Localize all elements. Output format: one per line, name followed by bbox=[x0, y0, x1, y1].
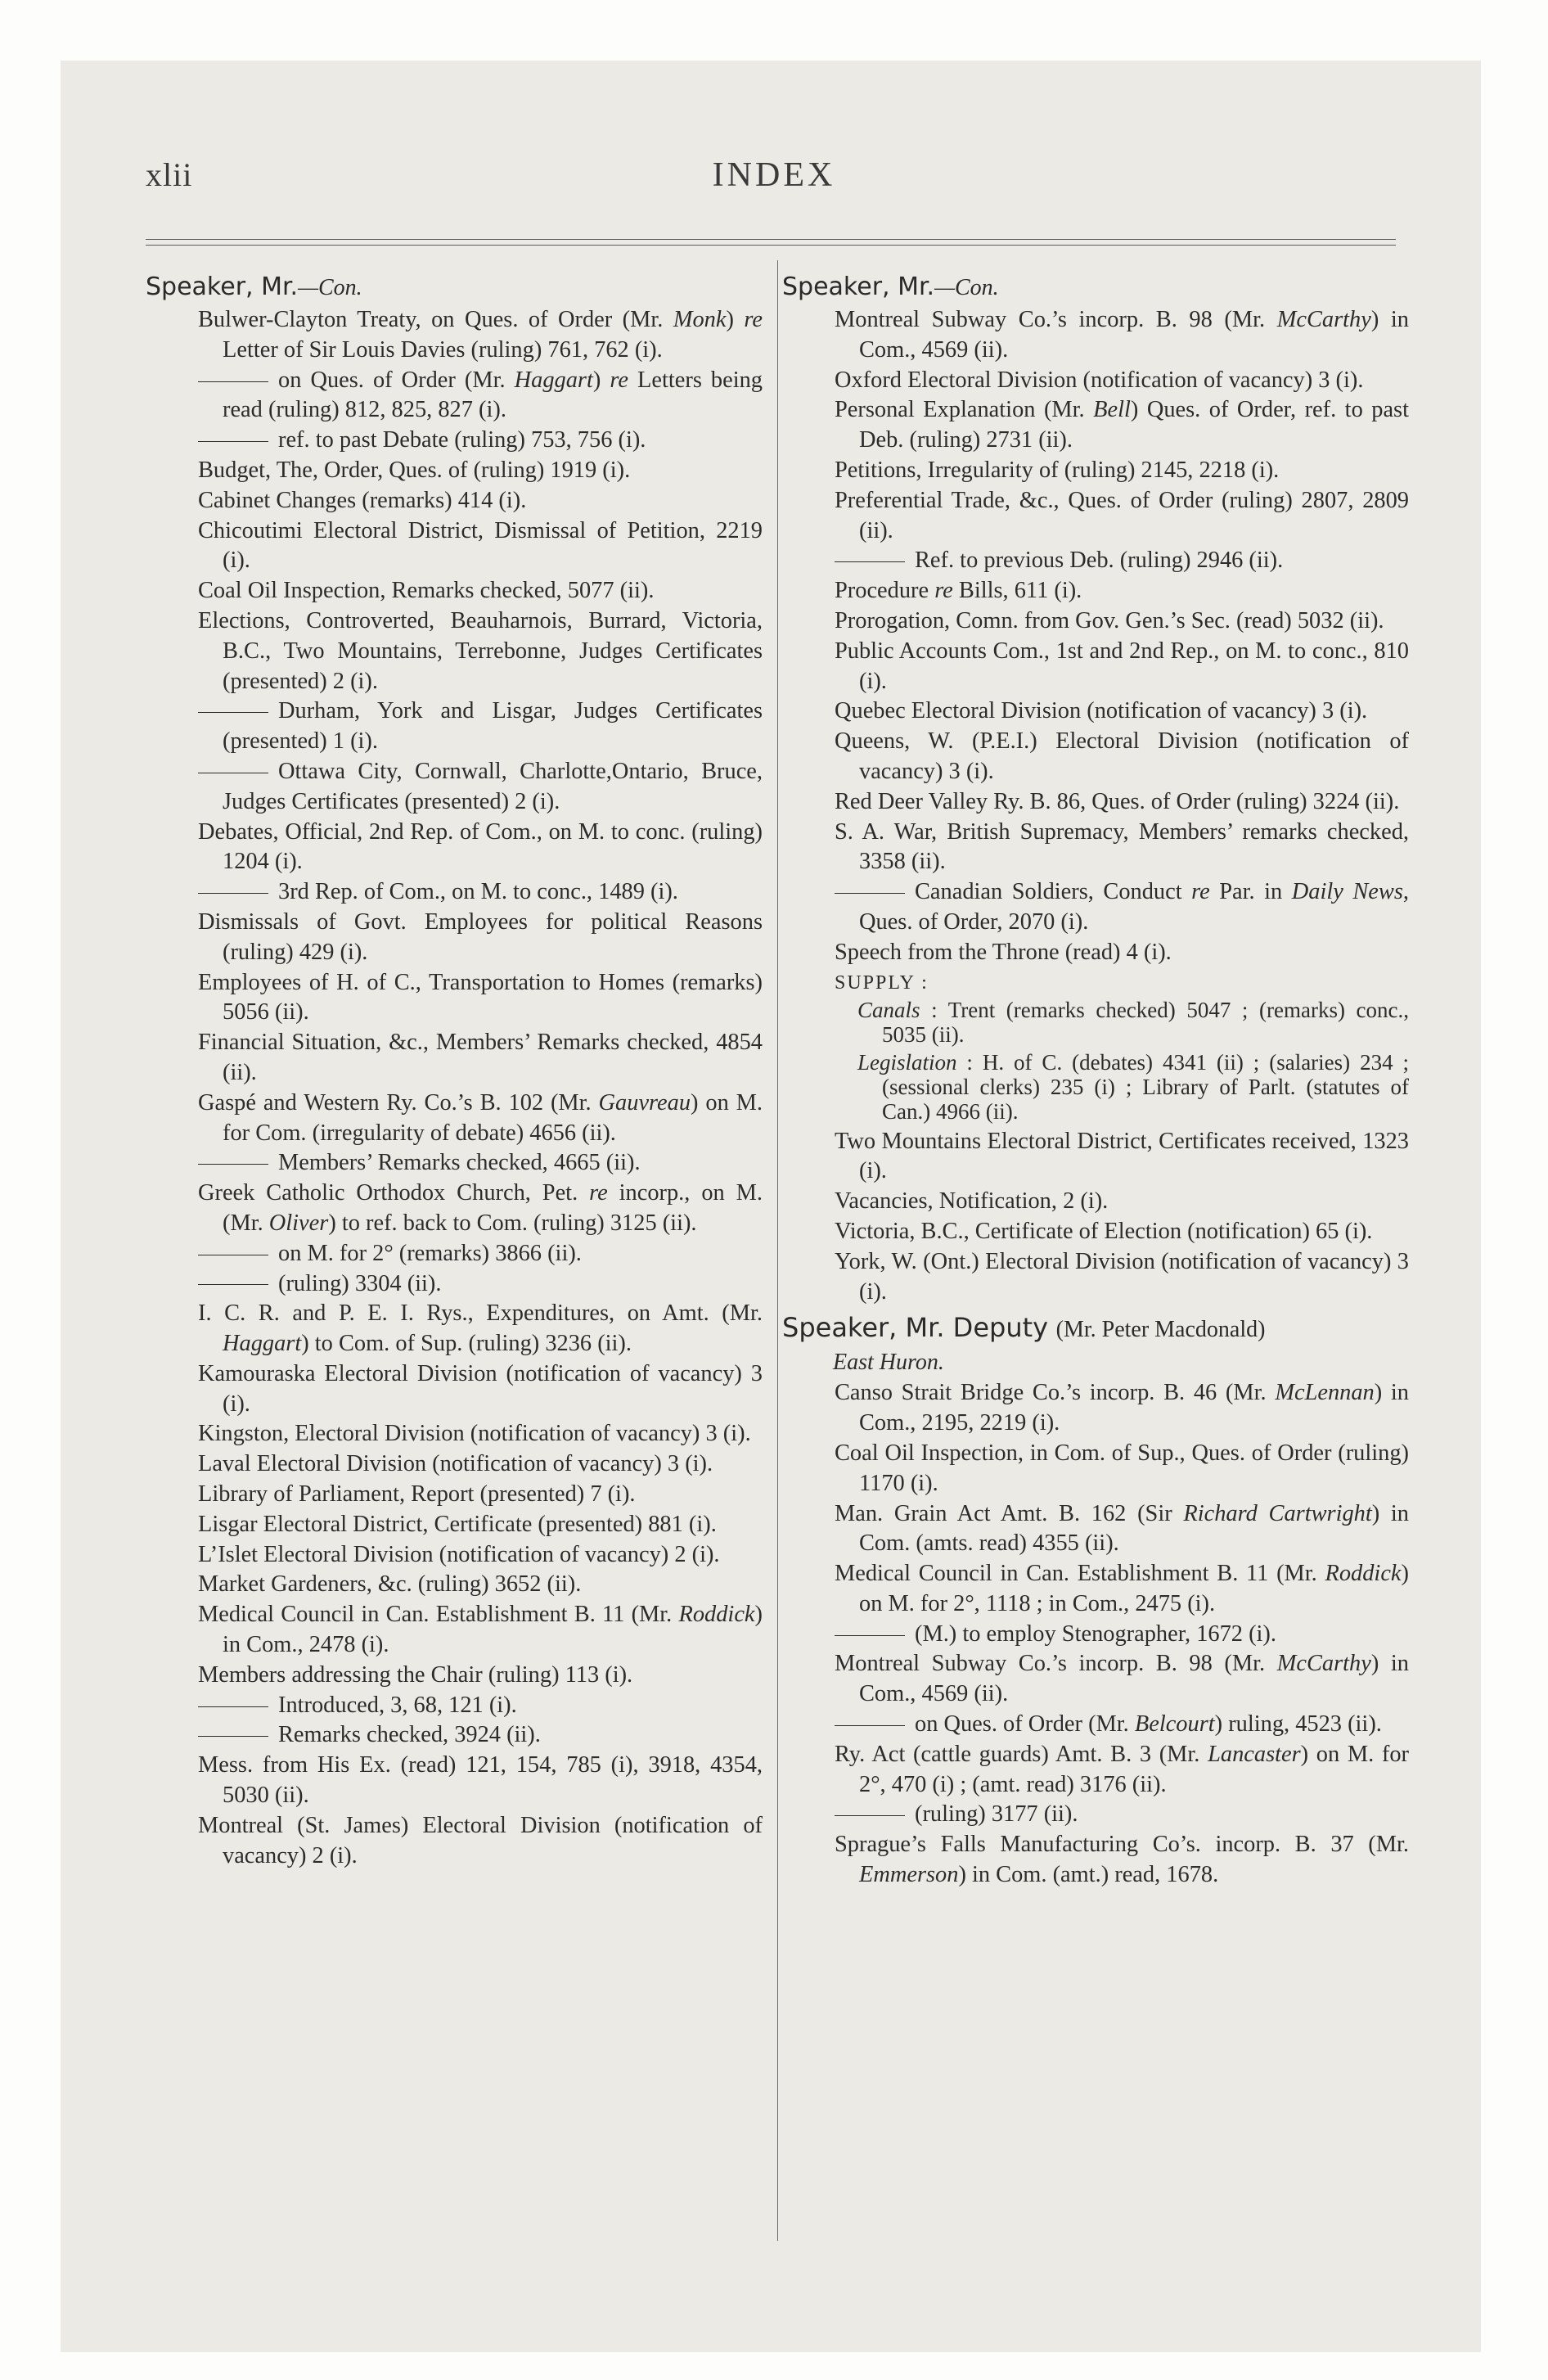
italic-text: Haggart bbox=[223, 1331, 302, 1357]
index-entry bbox=[782, 1187, 1409, 1217]
index-entry bbox=[782, 1559, 1409, 1620]
index-entry bbox=[782, 1439, 1409, 1499]
left-entries bbox=[146, 305, 763, 1871]
index-entry bbox=[782, 366, 1409, 396]
index-subentry bbox=[146, 696, 763, 757]
entry-text: ) on M. for 2°, 1118 ; in Com., 2475 (i). bbox=[859, 1561, 1409, 1616]
index-subentry bbox=[146, 1269, 763, 1300]
entry-text: Prorogation, Comn. from Gov. Gen.’s Sec. (read) 5032 (ii). bbox=[835, 607, 1384, 633]
index-entry bbox=[782, 576, 1409, 606]
entry-text: ) ruling, 4523 (ii). bbox=[1214, 1711, 1382, 1738]
deputy-entries bbox=[782, 1378, 1409, 1891]
index-entry bbox=[146, 1419, 763, 1449]
index-subentry bbox=[782, 1710, 1409, 1740]
index-entry bbox=[146, 486, 763, 516]
index-entry bbox=[146, 1028, 763, 1089]
index-entry bbox=[782, 818, 1409, 878]
index-entry bbox=[782, 1499, 1409, 1560]
italic-text: re bbox=[610, 367, 628, 393]
deputy-constituency: East Huron. bbox=[833, 1350, 944, 1376]
heading-name: Speaker, Mr. bbox=[782, 273, 935, 301]
entry-text: Public Accounts Com., 1st and 2nd Rep., on M. to conc., 810 (i). bbox=[835, 638, 1409, 694]
entry-text: ) on M. for 2°, 470 (i) ; (amt. read) 3176 (ii). bbox=[859, 1741, 1409, 1797]
italic-text: Legislation bbox=[857, 1049, 957, 1075]
entry-text: Two Mountains Electoral District, Certificates received, 1323 (i). bbox=[835, 1128, 1409, 1184]
entry-text: ) to Com. of Sup. (ruling) 3236 (ii). bbox=[301, 1331, 632, 1357]
index-entry bbox=[146, 516, 763, 577]
entry-text: Greek Catholic Orthodox Church, Pet. bbox=[198, 1180, 590, 1206]
index-entry bbox=[146, 968, 763, 1029]
deputy-heading-note: (Mr. Peter Macdonald) bbox=[1055, 1317, 1266, 1343]
entry-text: Kingston, Electoral Division (notification of vacancy) 3 (i). bbox=[198, 1421, 751, 1447]
index-entry bbox=[782, 1127, 1409, 1188]
italic-text: Roddick bbox=[1325, 1561, 1402, 1587]
entry-text: Ref. to previous Deb. (ruling) 2946 (ii). bbox=[915, 548, 1284, 574]
index-entry bbox=[782, 938, 1409, 968]
supply-entries bbox=[782, 998, 1409, 1124]
ditto-dash bbox=[198, 381, 268, 382]
italic-text: Canals bbox=[857, 997, 920, 1022]
italic-text: Lancaster bbox=[1208, 1741, 1301, 1767]
entry-text: Laval Electoral Division (notification of vacancy) 3 (i). bbox=[198, 1451, 713, 1477]
right-heading bbox=[782, 272, 1409, 304]
index-entry bbox=[782, 606, 1409, 637]
supply-heading: SUPPLY : bbox=[835, 971, 929, 994]
entry-text: Vacancies, Notification, 2 (i). bbox=[835, 1188, 1109, 1215]
italic-text: Bell bbox=[1093, 397, 1131, 423]
index-subentry bbox=[146, 757, 763, 818]
entry-text: Letter of Sir Louis Davies (ruling) 761, 762 (i). bbox=[223, 336, 663, 363]
italic-text: Haggart bbox=[514, 367, 593, 393]
index-subentry bbox=[782, 1800, 1409, 1830]
entry-text: Chicoutimi Electoral District, Dismissal of Petition, 2219 (i). bbox=[198, 517, 763, 574]
index-entry bbox=[146, 1570, 763, 1600]
entry-text: Mess. from His Ex. (read) 121, 154, 785 (i), 3918, 4354, 5030 (ii). bbox=[198, 1752, 763, 1809]
ditto-dash bbox=[835, 561, 905, 562]
entry-text: Ry. Act (cattle guards) Amt. B. 3 (Mr. bbox=[835, 1741, 1208, 1767]
italic-text: Oliver bbox=[268, 1210, 329, 1236]
entry-text: Debates, Official, 2nd Rep. of Com., on M. to conc. (ruling) 1204 (i). bbox=[198, 818, 763, 875]
italic-text: Emmerson bbox=[859, 1862, 959, 1888]
ditto-dash bbox=[198, 1284, 268, 1285]
index-entry bbox=[782, 1830, 1409, 1891]
entry-text: : H. of C. (debates) 4341 (ii) ; (salaries) 234 ; (sessional clerks) 235 (i) ; Library of Parlt. (statutes of Can.) 4966 (ii). bbox=[882, 1049, 1409, 1124]
entry-text: I. C. R. and P. E. I. Rys., Expenditures, on Amt. (Mr. bbox=[198, 1300, 763, 1327]
heading-continued: —Con. bbox=[934, 275, 999, 300]
index-entry bbox=[782, 456, 1409, 486]
right-entries-continued bbox=[782, 1127, 1409, 1308]
entry-text: , Ques. of Order, 2070 (i). bbox=[859, 879, 1409, 935]
italic-text: Daily News bbox=[1291, 879, 1403, 905]
entry-text: Financial Situation, &c., Members’ Remarks checked, 4854 (ii). bbox=[198, 1030, 763, 1085]
index-entry bbox=[146, 606, 763, 696]
italic-text: Gauvreau bbox=[598, 1089, 691, 1116]
entry-text: Sprague’s Falls Manufacturing Co’s. incorp. B. 37 (Mr. bbox=[835, 1832, 1409, 1858]
entry-text: ) to ref. back to Com. (ruling) 3125 (ii). bbox=[328, 1210, 697, 1236]
index-subentry bbox=[146, 1148, 763, 1179]
entry-text: Members addressing the Chair (ruling) 113 (i). bbox=[198, 1661, 633, 1688]
index-subentry bbox=[146, 366, 763, 426]
entry-text: Medical Council in Can. Establishment B. 11 (Mr. bbox=[835, 1561, 1325, 1587]
entry-text: ) in Com., 2478 (i). bbox=[223, 1602, 763, 1658]
entry-text: Oxford Electoral Division (notification of vacancy) 3 (i). bbox=[835, 367, 1364, 393]
italic-text: Monk bbox=[673, 307, 727, 332]
entry-text: ) in Com. (amts. read) 4355 (ii). bbox=[859, 1500, 1409, 1557]
entry-text: Red Deer Valley Ry. B. 86, Ques. of Order (ruling) 3224 (ii). bbox=[835, 788, 1400, 814]
index-entry bbox=[782, 1740, 1409, 1801]
index-entry bbox=[146, 456, 763, 486]
entry-text: Quebec Electoral Division (notification of vacancy) 3 (i). bbox=[835, 698, 1368, 724]
entry-text: Man. Grain Act Amt. B. 162 (Sir bbox=[835, 1500, 1184, 1526]
entry-text: Canadian Soldiers, Conduct bbox=[915, 879, 1192, 905]
right-entries bbox=[782, 305, 1409, 968]
index-entry bbox=[782, 787, 1409, 818]
entry-text: Members’ Remarks checked, 4665 (ii). bbox=[278, 1150, 641, 1176]
entry-text: Coal Oil Inspection, in Com. of Sup., Ques. of Order (ruling) 1170 (i). bbox=[835, 1440, 1409, 1496]
ditto-dash bbox=[198, 712, 268, 713]
index-entry bbox=[146, 1751, 763, 1811]
entry-text: ) bbox=[726, 307, 745, 332]
index-entry bbox=[146, 1359, 763, 1420]
left-column bbox=[146, 272, 763, 1871]
page-title: INDEX bbox=[712, 156, 836, 194]
index-subentry bbox=[146, 1239, 763, 1269]
entry-text: ) in Com. (amt.) read, 1678. bbox=[958, 1862, 1219, 1888]
index-subentry bbox=[782, 877, 1409, 938]
index-entry bbox=[782, 305, 1409, 366]
index-entry bbox=[146, 1089, 763, 1149]
index-entry bbox=[146, 1510, 763, 1540]
entry-text: Budget, The, Order, Ques. of (ruling) 1919 (i). bbox=[198, 457, 631, 483]
ditto-dash bbox=[835, 1725, 905, 1726]
entry-text: Dismissals of Govt. Employees for political Reasons (ruling) 429 (i). bbox=[198, 908, 763, 965]
entry-text: Personal Explanation (Mr. bbox=[835, 397, 1094, 423]
entry-text: Remarks checked, 3924 (ii). bbox=[278, 1722, 541, 1748]
ditto-dash bbox=[198, 1706, 268, 1707]
entry-text: Montreal Subway Co.’s incorp. B. 98 (Mr. bbox=[835, 307, 1277, 332]
ditto-dash bbox=[198, 1736, 268, 1737]
entry-text: Montreal Subway Co.’s incorp. B. 98 (Mr. bbox=[835, 1651, 1277, 1677]
index-subentry bbox=[146, 877, 763, 908]
entry-text: L’Islet Electoral Division (notification of vacancy) 2 (i). bbox=[198, 1541, 720, 1567]
entry-text: Petitions, Irregularity of (ruling) 2145, 2218 (i). bbox=[835, 457, 1280, 483]
ditto-dash bbox=[198, 1164, 268, 1165]
entry-text: ) bbox=[592, 367, 610, 393]
entry-text: ) Ques. of Order, ref. to past Deb. (ruling) 2731 (ii). bbox=[859, 397, 1409, 453]
index-subentry bbox=[782, 1620, 1409, 1650]
entry-text: (ruling) 3304 (ii). bbox=[278, 1270, 442, 1296]
index-entry bbox=[146, 1811, 763, 1872]
entry-text: Letters being read (ruling) 812, 825, 827 (i). bbox=[223, 367, 763, 423]
index-entry bbox=[782, 486, 1409, 547]
entry-text: Montreal (St. James) Electoral Division (notification of vacancy) 2 (i). bbox=[198, 1812, 763, 1868]
entry-text: ) on M. for Com. (irregularity of debate) 4656 (ii). bbox=[223, 1089, 763, 1146]
header-rule-top bbox=[146, 239, 1396, 240]
italic-text: McCarthy bbox=[1276, 307, 1371, 332]
ditto-dash bbox=[198, 441, 268, 442]
italic-text: Richard Cartwright bbox=[1183, 1500, 1372, 1526]
entry-text: Market Gardeners, &c. (ruling) 3652 (ii). bbox=[198, 1571, 582, 1598]
entry-text: Employees of H. of C., Transportation to Homes (remarks) 5056 (ii). bbox=[198, 969, 763, 1025]
deputy-heading bbox=[782, 1312, 1409, 1346]
index-entry bbox=[146, 1480, 763, 1510]
index-subentry bbox=[146, 426, 763, 456]
entry-text: Victoria, B.C., Certificate of Election (notification) 65 (i). bbox=[835, 1218, 1373, 1244]
italic-text: re bbox=[934, 578, 953, 604]
index-entry bbox=[146, 1600, 763, 1661]
index-entry bbox=[782, 395, 1409, 456]
index-entry bbox=[146, 1540, 763, 1571]
entry-text: Par. in bbox=[1209, 879, 1292, 905]
entry-text: Cabinet Changes (remarks) 414 (i). bbox=[198, 487, 527, 513]
running-head bbox=[0, 156, 1548, 205]
index-entry bbox=[782, 1247, 1409, 1308]
index-subentry bbox=[146, 1720, 763, 1751]
entry-text: on Ques. of Order (Mr. bbox=[915, 1711, 1135, 1738]
entry-text: on Ques. of Order (Mr. bbox=[278, 367, 515, 393]
supply-entry bbox=[782, 1050, 1409, 1124]
entry-text: ) in Com., 4569 (ii). bbox=[859, 1651, 1409, 1707]
ditto-dash bbox=[835, 1815, 905, 1816]
entry-text: (M.) to employ Stenographer, 1672 (i). bbox=[915, 1620, 1276, 1647]
entry-text: Lisgar Electoral District, Certificate (presented) 881 (i). bbox=[198, 1511, 717, 1537]
entry-text: Library of Parliament, Report (presented) 7 (i). bbox=[198, 1481, 636, 1508]
italic-text: re bbox=[1191, 879, 1210, 905]
entry-text: incorp., on M. (Mr. bbox=[223, 1180, 763, 1236]
index-subentry bbox=[782, 546, 1409, 576]
index-entry bbox=[146, 908, 763, 968]
heading-name: Speaker, Mr. bbox=[146, 273, 299, 301]
index-entry bbox=[782, 696, 1409, 727]
header-rule-bottom bbox=[146, 245, 1396, 246]
italic-text: McCarthy bbox=[1276, 1651, 1371, 1677]
italic-text: McLennan bbox=[1275, 1380, 1375, 1406]
entry-text: Preferential Trade, &c., Ques. of Order (ruling) 2807, 2809 (ii). bbox=[835, 487, 1409, 543]
entry-text: 3rd Rep. of Com., on M. to conc., 1489 (i). bbox=[278, 879, 678, 905]
index-subentry bbox=[146, 1691, 763, 1721]
index-entry bbox=[782, 1649, 1409, 1710]
entry-text: on M. for 2° (remarks) 3866 (ii). bbox=[278, 1240, 582, 1266]
heading-continued: —Con. bbox=[298, 275, 362, 300]
right-column bbox=[782, 272, 1409, 1891]
index-entry bbox=[782, 1217, 1409, 1247]
entry-text: Speech from the Throne (read) 4 (i). bbox=[835, 939, 1172, 965]
index-entry bbox=[146, 1449, 763, 1480]
entry-text: ref. to past Debate (ruling) 753, 756 (i). bbox=[278, 427, 646, 453]
entry-text: Medical Council in Can. Establishment B. 11 (Mr. bbox=[198, 1602, 679, 1628]
index-entry bbox=[146, 576, 763, 606]
index-entry bbox=[146, 1179, 763, 1239]
supply-entry bbox=[782, 998, 1409, 1047]
ditto-dash bbox=[198, 893, 268, 894]
entry-text: Ottawa City, Cornwall, Charlotte,Ontario, Bruce, Judges Certificates (presented) 2 (i). bbox=[223, 758, 763, 814]
column-divider bbox=[777, 260, 778, 2241]
entry-text: Bulwer-Clayton Treaty, on Ques. of Order (Mr. bbox=[198, 307, 673, 332]
italic-text: re bbox=[744, 307, 763, 332]
index-entry bbox=[782, 1378, 1409, 1439]
entry-text: Kamouraska Electoral Division (notification of vacancy) 3 (i). bbox=[198, 1360, 763, 1417]
entry-text: S. A. War, British Supremacy, Members’ remarks checked, 3358 (ii). bbox=[835, 818, 1409, 875]
entry-text: : Trent (remarks checked) 5047 ; (remarks) conc., 5035 (ii). bbox=[882, 997, 1409, 1047]
ditto-dash bbox=[835, 893, 905, 894]
entry-text: Bills, 611 (i). bbox=[952, 578, 1082, 604]
index-entry bbox=[146, 818, 763, 878]
entry-text: (ruling) 3177 (ii). bbox=[915, 1801, 1078, 1828]
page-number: xlii bbox=[146, 156, 193, 193]
italic-text: Belcourt bbox=[1134, 1711, 1215, 1738]
ditto-dash bbox=[835, 1635, 905, 1636]
italic-text: Roddick bbox=[678, 1602, 755, 1628]
entry-text: ) in Com., 4569 (ii). bbox=[859, 307, 1409, 363]
index-entry bbox=[782, 637, 1409, 697]
entry-text: York, W. (Ont.) Electoral Division (notification of vacancy) 3 (i). bbox=[835, 1248, 1409, 1305]
index-entry bbox=[782, 727, 1409, 787]
left-heading bbox=[146, 272, 763, 304]
entry-text: Queens, W. (P.E.I.) Electoral Division (notification of vacancy) 3 (i). bbox=[835, 728, 1409, 784]
entry-text: Introduced, 3, 68, 121 (i). bbox=[278, 1692, 517, 1718]
entry-text: Gaspé and Western Ry. Co.’s B. 102 (Mr. bbox=[198, 1089, 599, 1116]
entry-text: Coal Oil Inspection, Remarks checked, 5077 (ii). bbox=[198, 578, 655, 604]
entry-text: Elections, Controverted, Beauharnois, Burrard, Victoria, B.C., Two Mountains, Terrebonne, Judges Certificates (presented) 2 (i). bbox=[198, 607, 763, 694]
entry-text: Durham, York and Lisgar, Judges Certificates (presented) 1 (i). bbox=[223, 698, 763, 755]
italic-text: re bbox=[589, 1180, 608, 1206]
entry-text: Procedure bbox=[835, 578, 935, 604]
index-entry bbox=[146, 1299, 763, 1359]
index-entry bbox=[146, 305, 763, 366]
index-entry bbox=[146, 1661, 763, 1691]
deputy-heading-name: Speaker, Mr. Deputy bbox=[782, 1312, 1049, 1344]
entry-text: ) in Com., 2195, 2219 (i). bbox=[859, 1380, 1409, 1436]
entry-text: Canso Strait Bridge Co.’s incorp. B. 46 (Mr. bbox=[835, 1380, 1276, 1406]
